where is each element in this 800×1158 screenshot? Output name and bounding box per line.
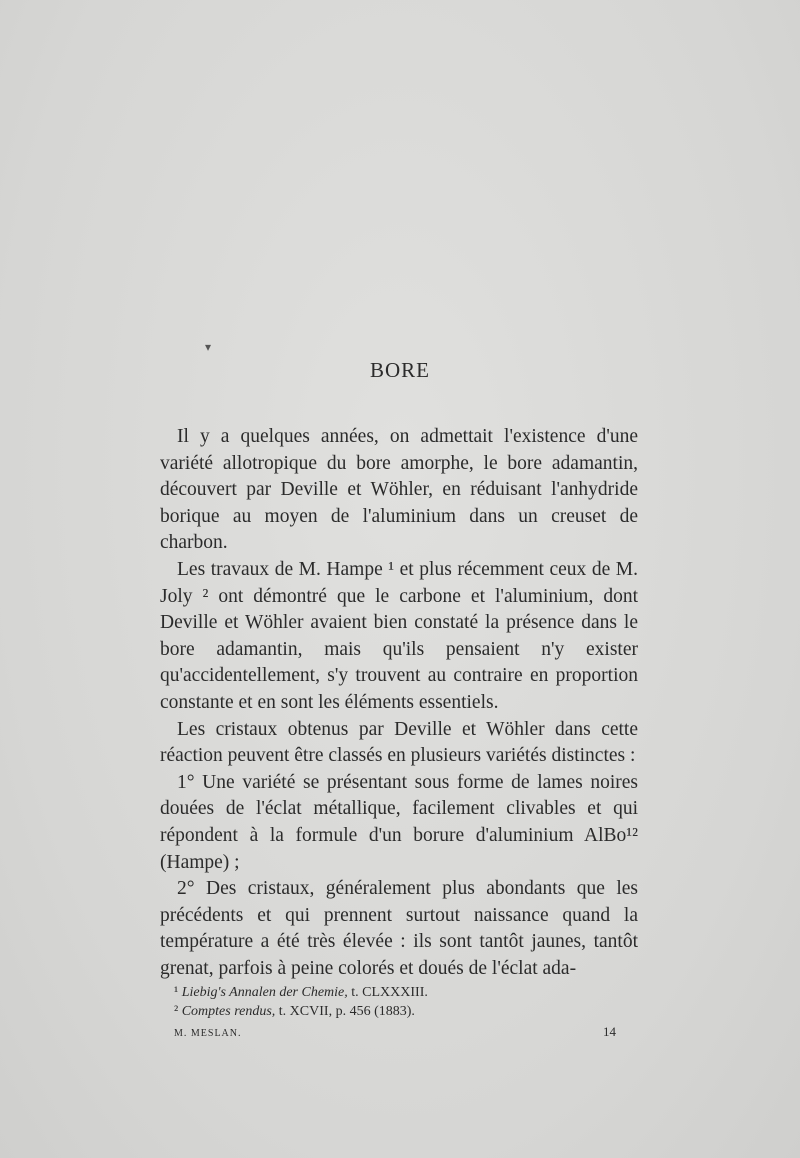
ink-speck: ▾ [205, 340, 212, 354]
footnote-1-ref: t. CLXXXIII. [347, 985, 428, 1000]
footnote-2 [174, 1002, 644, 1021]
paragraph-2: Les travaux de M. Hampe ¹ et plus récemment ceux de M. Joly ² ont démontré que le carbone et l'aluminium, dont Deville et Wöhler avaient bien constaté la présence dans le bore adamantin, mais qu'ils pensaient n'y exister qu'accidentellement, s'y trouvent au contraire en proportion constante et en sont les éléments essentiels. [160, 558, 638, 713]
page-number: 14 [603, 1024, 616, 1039]
chapter-title: BORE [369, 358, 430, 382]
paragraph-1: Il y a quelques années, on admettait l'existence d'une variété allotropique du bore amorphe, le bore adamantin, découvert par Deville et Wöhler, en réduisant l'anhydride borique au moyen de l'aluminium dans un creuset de charbon. [160, 426, 638, 554]
signature-mark: M. MESLAN. [174, 1028, 242, 1039]
body-text [160, 424, 638, 982]
paragraph-4: 1° Une variété se présentant sous forme de lames noires douées de l'éclat métallique, facilement clivables et qui répondent à la formule d'un borure d'aluminium AlBo¹² (Hampe) ; [160, 771, 638, 873]
footnote-1 [174, 983, 644, 1002]
footnote-2-title: Comptes rendus, [181, 1004, 276, 1019]
footnote-2-marker: ² [174, 1004, 179, 1019]
footnote-2-ref: t. XCVII, p. 456 (1883). [275, 1004, 415, 1019]
footnote-1-title: Liebig's Annalen der Chemie, [181, 985, 348, 1000]
footnote-1-marker: ¹ [174, 985, 179, 1000]
footnotes [174, 983, 644, 1021]
paragraph-5: 2° Des cristaux, généralement plus abondants que les précédents et qui prennent surtout naissance quand la température a été très élevée : ils sont tantôt jaunes, tantôt grenat, parfois à peine colorés et doués de l'éclat ada- [160, 878, 638, 979]
paragraph-3: Les cristaux obtenus par Deville et Wöhler dans cette réaction peuvent être classés en plusieurs variétés distinctes : [160, 718, 638, 767]
